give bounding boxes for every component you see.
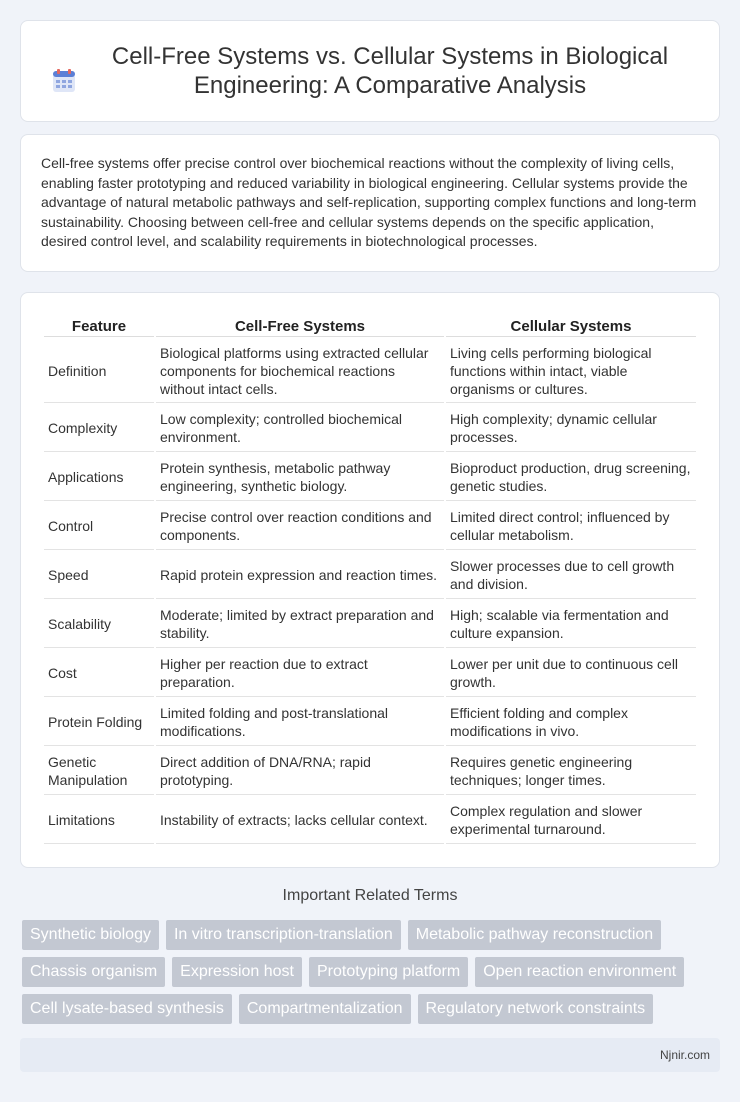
cell-free-cell: Precise control over reaction conditions and components. — [156, 503, 444, 550]
header-feature: Feature — [44, 315, 154, 337]
feature-cell: Applications — [44, 454, 154, 501]
cell-free-cell: Low complexity; controlled biochemical environment. — [156, 405, 444, 452]
intro-card — [20, 134, 720, 272]
table-row — [44, 748, 696, 795]
related-term-tag[interactable]: Regulatory network constraints — [418, 994, 654, 1024]
footer-site-link[interactable]: Njnir.com — [659, 1048, 710, 1062]
cell-free-cell: Biological platforms using extracted cellular components for biochemical reactions without intact cells. — [156, 339, 444, 403]
related-term-tag[interactable]: Chassis organism — [22, 957, 165, 987]
table-row — [44, 699, 696, 746]
feature-cell: Complexity — [44, 405, 154, 452]
header-cell-free: Cell-Free Systems — [156, 315, 444, 337]
related-term-tag[interactable]: Cell lysate-based synthesis — [22, 994, 232, 1024]
title-wrap — [51, 42, 689, 100]
cell-free-cell: Higher per reaction due to extract preparation. — [156, 650, 444, 697]
comparison-card — [20, 292, 720, 868]
footer — [20, 1038, 720, 1072]
related-terms-list — [22, 920, 722, 1024]
feature-cell: Speed — [44, 552, 154, 599]
table-row — [44, 797, 696, 844]
feature-cell: Definition — [44, 339, 154, 403]
feature-cell: Genetic Manipulation — [44, 748, 154, 795]
table-row — [44, 454, 696, 501]
table-row — [44, 552, 696, 599]
cell-free-cell: Rapid protein expression and reaction times. — [156, 552, 444, 599]
cellular-cell: Efficient folding and complex modifications in vivo. — [446, 699, 696, 746]
cell-free-cell: Limited folding and post-translational modifications. — [156, 699, 444, 746]
feature-cell: Scalability — [44, 601, 154, 648]
table-row — [44, 503, 696, 550]
cellular-cell: Requires genetic engineering techniques; longer times. — [446, 748, 696, 795]
comparison-table — [42, 313, 698, 846]
table-row — [44, 405, 696, 452]
feature-cell: Limitations — [44, 797, 154, 844]
cellular-cell: Slower processes due to cell growth and division. — [446, 552, 696, 599]
cell-free-cell: Instability of extracts; lacks cellular context. — [156, 797, 444, 844]
related-term-tag[interactable]: Synthetic biology — [22, 920, 159, 950]
header-cellular: Cellular Systems — [446, 315, 696, 337]
title-card — [20, 20, 720, 122]
cellular-cell: Living cells performing biological functions within intact, viable organisms or cultures. — [446, 339, 696, 403]
table-row — [44, 339, 696, 403]
table-row — [44, 650, 696, 697]
related-term-tag[interactable]: Metabolic pathway reconstruction — [408, 920, 661, 950]
calendar-grid-icon — [51, 68, 77, 94]
cellular-cell: Limited direct control; influenced by cellular metabolism. — [446, 503, 696, 550]
cellular-cell: High; scalable via fermentation and culture expansion. — [446, 601, 696, 648]
intro-text: Cell-free systems offer precise control over biochemical reactions without the complexity of living cells, enabling faster prototyping and reduced variability in biological engineering. Cellular systems provide the advantage of natural metabolic pathways and self-replication, supporting complex functions and long-term sustainability. Choosing between cell-free and cellular systems depends on the specific application, desired control level, and scalability requirements in biotechnological processes. — [41, 155, 697, 249]
cellular-cell: Complex regulation and slower experimental turnaround. — [446, 797, 696, 844]
cell-free-cell: Protein synthesis, metabolic pathway engineering, synthetic biology. — [156, 454, 444, 501]
cellular-cell: Bioproduct production, drug screening, genetic studies. — [446, 454, 696, 501]
cell-free-cell: Direct addition of DNA/RNA; rapid prototyping. — [156, 748, 444, 795]
cellular-cell: Lower per unit due to continuous cell growth. — [446, 650, 696, 697]
related-terms-title: Important Related Terms — [282, 887, 458, 904]
related-term-tag[interactable]: In vitro transcription-translation — [166, 920, 401, 950]
table-row — [44, 601, 696, 648]
feature-cell: Control — [44, 503, 154, 550]
related-term-tag[interactable]: Compartmentalization — [239, 994, 411, 1024]
cellular-cell: High complexity; dynamic cellular processes. — [446, 405, 696, 452]
related-term-tag[interactable]: Prototyping platform — [309, 957, 468, 987]
related-term-tag[interactable]: Expression host — [172, 957, 302, 987]
table-header-row — [44, 315, 696, 337]
related-term-tag[interactable]: Open reaction environment — [475, 957, 684, 987]
page-title: Cell-Free Systems vs. Cellular Systems in Biological Engineering: A Comparative Analysis — [111, 43, 669, 99]
feature-cell: Cost — [44, 650, 154, 697]
cell-free-cell: Moderate; limited by extract preparation and stability. — [156, 601, 444, 648]
feature-cell: Protein Folding — [44, 699, 154, 746]
